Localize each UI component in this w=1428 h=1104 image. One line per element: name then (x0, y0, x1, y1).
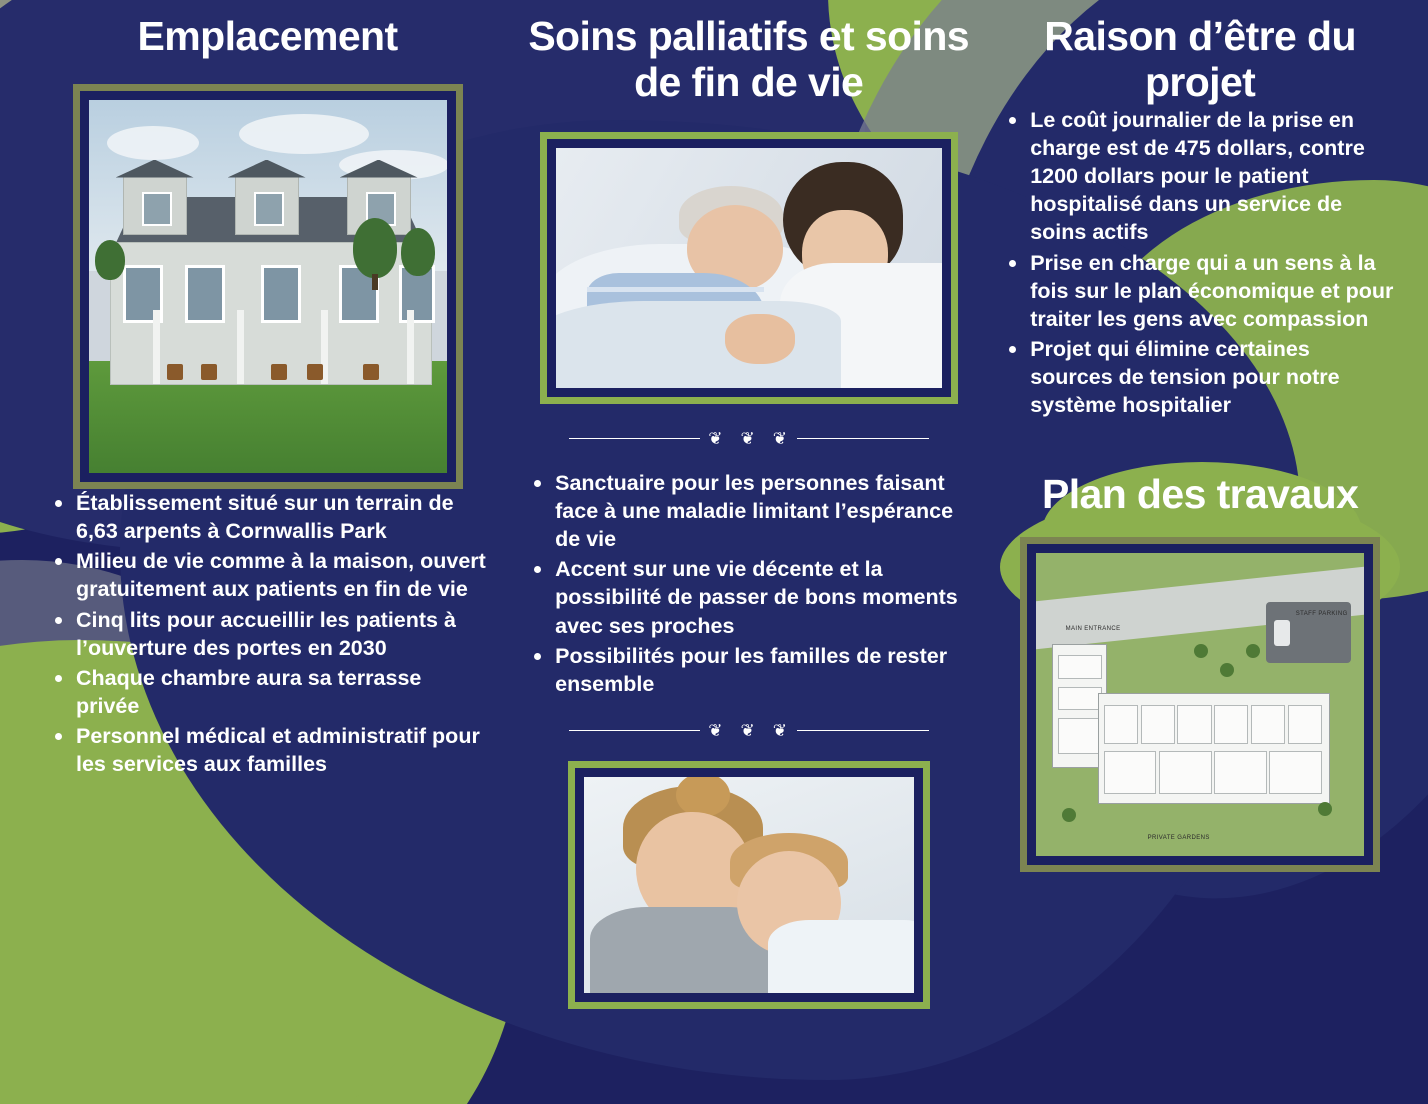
divider-line (797, 438, 929, 439)
window (254, 192, 284, 226)
tree-trunk (372, 274, 378, 290)
family-photo (584, 777, 914, 993)
room (1177, 705, 1211, 744)
cloud (239, 114, 369, 154)
house-rendering (89, 100, 447, 473)
bullet-list-emplacement (48, 489, 487, 779)
dormer-window (123, 175, 187, 235)
dormer-window (235, 175, 299, 235)
tree (401, 228, 435, 276)
room (1104, 751, 1157, 794)
plan-label-staff-parking: STAFF PARKING (1295, 611, 1348, 617)
site-plan-frame (1020, 537, 1380, 872)
room (1251, 705, 1285, 744)
palliative-care-photo (556, 148, 942, 388)
heading-plan-des-travaux: Plan des travaux (1041, 470, 1359, 517)
list-item: Possibilités pour les familles de rester ensemble (527, 642, 970, 698)
tree (353, 218, 397, 278)
palliative-image-frame (540, 132, 958, 404)
list-item: Prise en charge qui a un sens à la fois sur le plan économique et pour traiter les gens avec compassion (1002, 249, 1398, 333)
heading-raison-detre: Raison d’être du projet (1044, 13, 1356, 105)
parked-car (1274, 620, 1290, 646)
bed-linen (768, 920, 913, 993)
room (1104, 705, 1138, 744)
list-item: Le coût journalier de la prise en charge est de 475 dollars, contre 1200 dollars pour le patient hospitalisé dans un service de soins actifs (1002, 106, 1398, 247)
tree (1220, 663, 1234, 677)
room (1058, 687, 1102, 711)
bullet-list-soins (527, 469, 970, 698)
room (1159, 751, 1212, 794)
house-image-frame (73, 84, 463, 489)
window (185, 265, 225, 323)
room (1058, 655, 1102, 679)
plan-label-private-gardens: PRIVATE GARDENS (1147, 835, 1210, 842)
divider-ornament-icon: ❦ (740, 721, 757, 741)
list-item: Accent sur une vie décente et la possibilité de passer de bons moments avec ses proches (527, 555, 970, 639)
divider-line (569, 438, 701, 439)
list-item: Milieu de vie comme à la maison, ouvert gratuitement aux patients en fin de vie (48, 547, 487, 603)
heading-soins-palliatifs: Soins palliatifs et soins de fin de vie (528, 13, 969, 105)
family-image-frame (568, 761, 930, 1009)
ornamental-divider-bottom (569, 722, 929, 739)
column-raison (980, 14, 1404, 1104)
divider-ornament-icon: ❦ (772, 721, 790, 741)
patio-chair (167, 364, 183, 380)
list-item: Projet qui élimine certaines sources de tension pour notre système hospitalier (1002, 335, 1398, 419)
porch-post (237, 310, 244, 384)
bullet-list-raison (1002, 106, 1398, 420)
tree (95, 240, 125, 280)
porch-post (153, 310, 160, 384)
tree (1194, 644, 1208, 658)
list-item: Sanctuaire pour les personnes faisant face à une maladie limitant l’espérance de vie (527, 469, 970, 553)
window (261, 265, 301, 323)
room (1141, 705, 1175, 744)
room (1214, 705, 1248, 744)
divider-ornament-icon: ❦ (708, 721, 725, 741)
site-plan (1036, 553, 1364, 856)
list-item: Établissement situé sur un terrain de 6,63 arpents à Cornwallis Park (48, 489, 487, 545)
column-soins (517, 14, 980, 1104)
column-emplacement (24, 14, 517, 1104)
list-item: Cinq lits pour accueillir les patients à l’ouverture des portes en 2030 (48, 606, 487, 662)
joined-hands (725, 314, 795, 364)
divider-line (569, 730, 701, 731)
room (1058, 718, 1102, 754)
patio-chair (201, 364, 217, 380)
divider-ornament-icon: ❦ (708, 428, 725, 448)
divider-line (797, 730, 929, 731)
window (142, 192, 172, 226)
gown-stripe (587, 287, 765, 292)
blanket (556, 301, 842, 387)
plan-label-main-entrance: MAIN ENTRANCE (1065, 626, 1121, 633)
divider-ornament-icon: ❦ (740, 428, 757, 448)
ornamental-divider-top (569, 430, 929, 447)
room (1214, 751, 1267, 794)
tree (1318, 802, 1332, 816)
building-main (1098, 693, 1330, 804)
patio-chair (271, 364, 287, 380)
patio-chair (307, 364, 323, 380)
list-item: Chaque chambre aura sa terrasse privée (48, 664, 487, 720)
list-item: Personnel médical et administratif pour les services aux familles (48, 722, 487, 778)
heading-emplacement: Emplacement (137, 13, 398, 59)
room (1288, 705, 1322, 744)
porch-post (407, 310, 414, 384)
patio-chair (363, 364, 379, 380)
divider-ornament-icon: ❦ (772, 428, 790, 448)
cloud (107, 126, 199, 160)
room (1269, 751, 1322, 794)
